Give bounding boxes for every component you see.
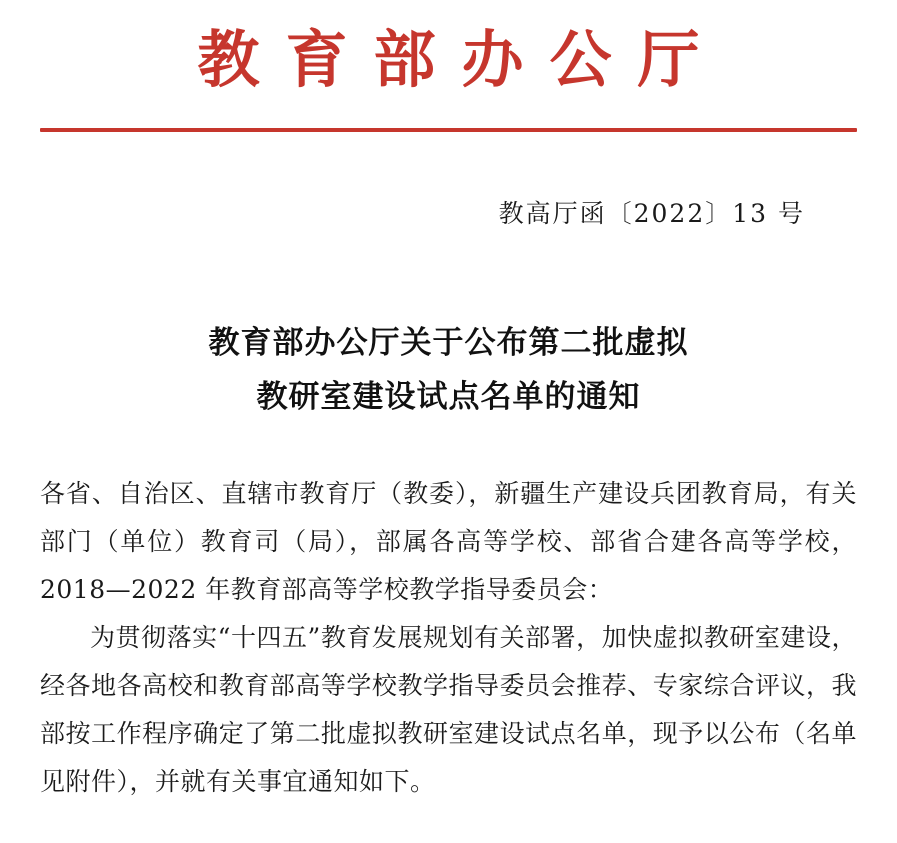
- page-title-line-2: 教研室建设试点名单的通知: [256, 378, 641, 415]
- document-body: [0, 470, 897, 806]
- page-title: [0, 316, 897, 425]
- letterhead: [0, 0, 897, 132]
- body-paragraph-1: 各省、自治区、直辖市教育厅（教委），新疆生产建设兵团教育局，有关部门（单位）教育司（局），部属各高等学校、部省合建各高等学校，2018—2022 年教育部高等学校教学指导委员会：: [40, 479, 857, 605]
- letterhead-title: 教育部办公厅: [197, 23, 726, 96]
- document-number: 教高厅函〔2022〕13 号: [498, 198, 805, 228]
- letterhead-rule-container: [0, 128, 897, 132]
- page-title-line-1: 教育部办公厅关于公布第二批虚拟: [208, 324, 689, 361]
- body-paragraph-2: 为贯彻落实“十四五”教育发展规划有关部署，加快虚拟教研室建设，经各地各高校和教育部高等学校教学指导委员会推荐、专家综合评议，我部按工作程序确定了第二批虚拟教研室建设试点名单，现予以公布（名单见附件），并就有关事宜通知如下。: [40, 623, 857, 797]
- letterhead-red-rule: [40, 128, 857, 132]
